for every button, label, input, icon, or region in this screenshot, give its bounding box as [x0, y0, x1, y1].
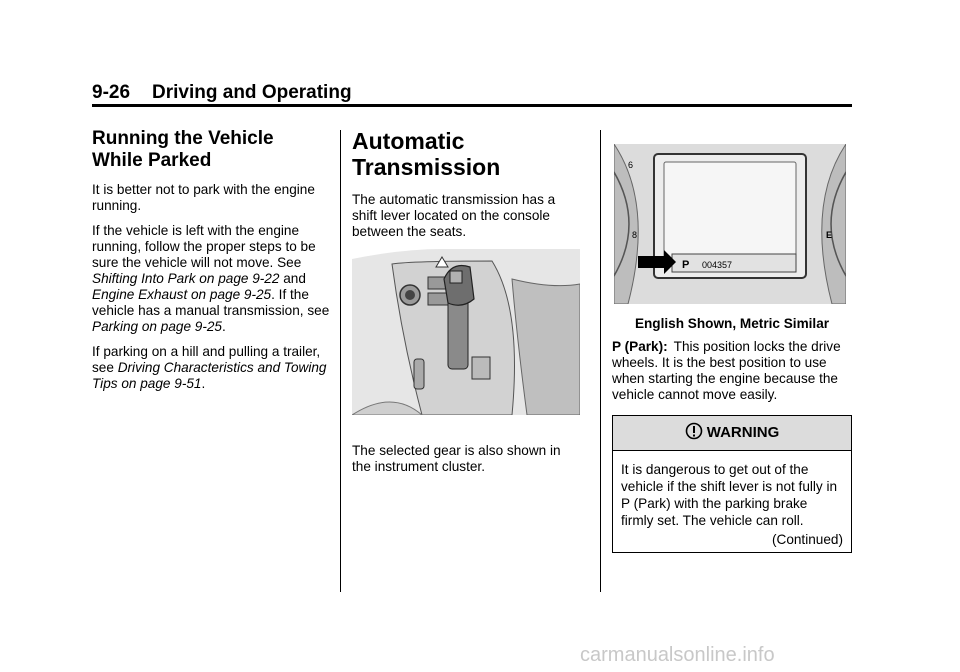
cluster-gear-indicator: P — [682, 259, 690, 271]
column-divider — [340, 130, 341, 592]
paragraph: It is better not to park with the engine running. — [92, 182, 315, 213]
paragraph — [92, 344, 330, 392]
column-instrument-cluster — [612, 120, 852, 553]
text: If parking on a hill and pulling a trailer, see — [92, 344, 321, 375]
instrument-cluster-illustration — [614, 144, 846, 304]
warning-box — [612, 415, 852, 553]
paragraph — [92, 223, 330, 335]
gauge-mark: 8 — [632, 230, 638, 240]
text: This position locks the drive wheels. It is the best position to use when starting the engine because the vehicle cannot move easily. — [612, 339, 841, 402]
shift-lever-illustration — [352, 249, 580, 415]
cross-reference-link[interactable]: Driving Characteristics and Towing Tips on page 9-51 — [92, 360, 327, 391]
continued-label: (Continued) — [771, 532, 843, 547]
text: and — [279, 271, 306, 286]
figure-caption: English Shown, Metric Similar — [634, 316, 830, 331]
warning-header — [613, 416, 851, 451]
section-heading-running-vehicle — [92, 128, 330, 172]
text: . If the vehicle has a manual transmission, see — [92, 287, 330, 318]
text: . — [201, 376, 206, 391]
section-heading-automatic-transmission — [352, 128, 580, 180]
gauge-mark: 6 — [628, 160, 634, 170]
instrument-cluster-drawing — [614, 144, 846, 304]
page-number: 9-26 — [92, 82, 131, 103]
fuel-empty-mark: E — [826, 230, 833, 240]
cross-reference-link[interactable]: Parking on page 9-25 — [92, 319, 222, 334]
heading-line: Transmission — [352, 154, 501, 180]
warning-body — [613, 451, 851, 552]
paragraph: The selected gear is also shown in the instrument cluster. — [352, 443, 561, 474]
column-automatic-transmission — [352, 120, 580, 484]
paragraph: The automatic transmission has a shift lever located on the console between the seats. — [352, 192, 556, 239]
header-rule — [92, 104, 852, 107]
warning-icon — [685, 422, 703, 440]
watermark: carmanualsonline.info — [580, 644, 775, 666]
warning-title: WARNING — [706, 424, 780, 441]
cross-reference-link[interactable]: Shifting Into Park on page 9-22 — [92, 271, 280, 286]
page-header — [92, 82, 352, 104]
text: . — [222, 319, 226, 334]
text: If the vehicle is left with the engine running, follow the proper steps to be sure the vehicle will not move. See — [92, 223, 316, 270]
cluster-odometer: 004357 — [702, 260, 733, 270]
heading-line: Running the Vehicle — [92, 128, 274, 149]
warning-text: It is dangerous to get out of the vehicle if the shift lever is not fully in P (Park) with the parking brake firmly set. The vehicle can roll. — [621, 462, 838, 528]
heading-line: While Parked — [92, 150, 212, 171]
section-title: Driving and Operating — [152, 82, 352, 103]
heading-line: Automatic — [352, 128, 465, 154]
term-label: P (Park): — [612, 339, 668, 354]
column-divider — [600, 130, 601, 592]
cross-reference-link[interactable]: Engine Exhaust on page 9-25 — [92, 287, 272, 302]
column-running-vehicle — [92, 120, 330, 401]
paragraph — [612, 339, 852, 403]
shift-lever-drawing — [352, 249, 580, 415]
